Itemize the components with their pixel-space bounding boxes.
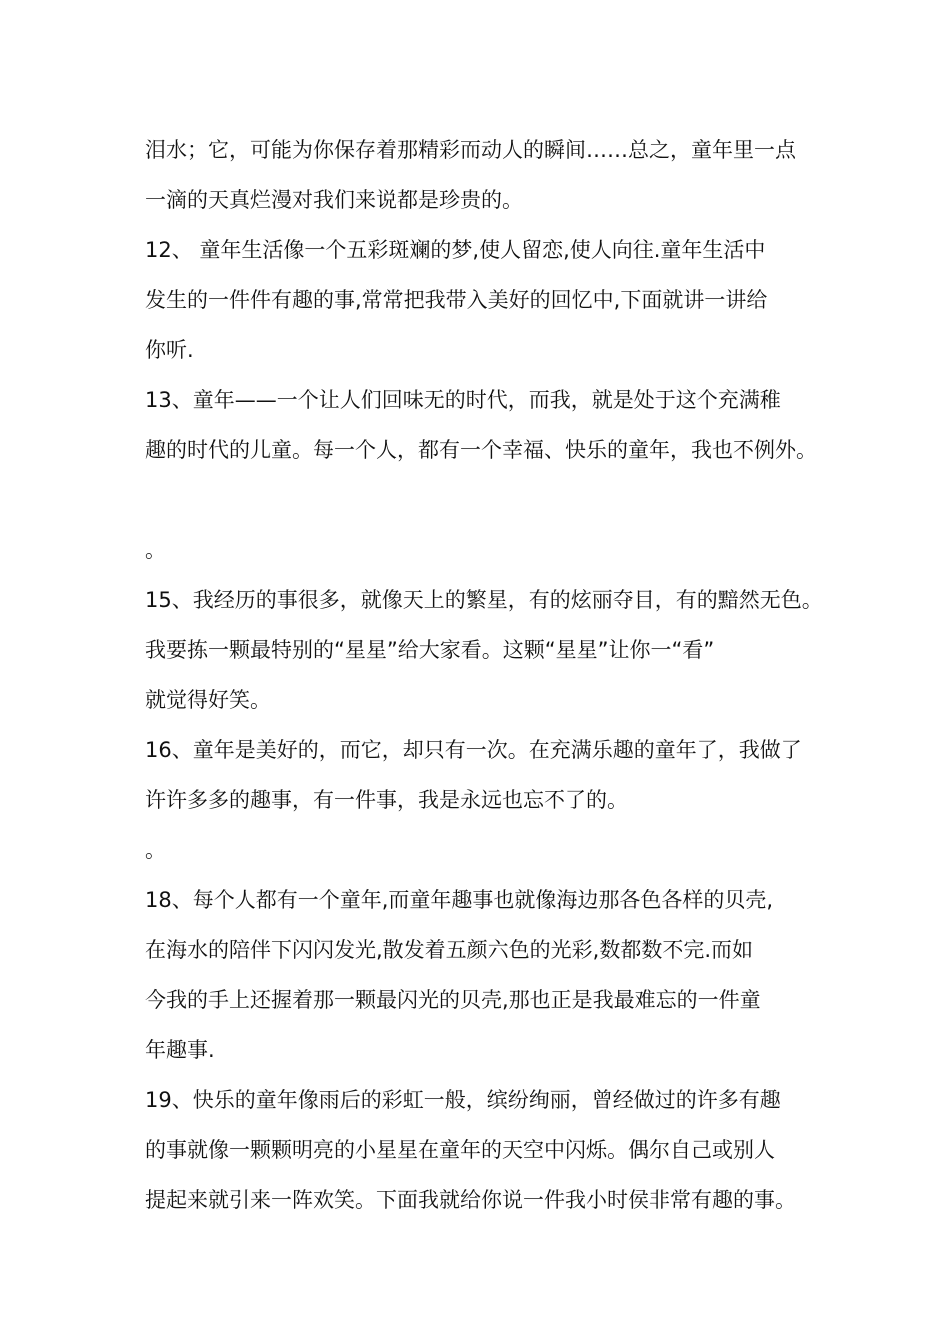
- text-line: 许许多多的趣事，有一件事，我是永远也忘不了的。: [145, 788, 628, 812]
- text-line: 。: [145, 838, 166, 862]
- text-line: 今我的手上还握着那一颗最闪光的贝壳,那也正是我最难忘的一件童: [145, 988, 761, 1012]
- text-line: 一滴的天真烂漫对我们来说都是珍贵的。: [145, 188, 523, 212]
- text-line: 泪水；它，可能为你保存着那精彩而动人的瞬间……总之，童年里一点: [145, 138, 796, 162]
- text-line: 趣的时代的儿童。每一个人，都有一个幸福、快乐的童年，我也不例外。: [145, 438, 817, 462]
- text-line: 18、每个人都有一个童年,而童年趣事也就像海边那各色各样的贝壳,: [145, 888, 774, 912]
- text-line: 就觉得好笑。: [145, 688, 271, 712]
- text-line: 12、 童年生活像一个五彩斑斓的梦,使人留恋,使人向往.童年生活中: [145, 238, 766, 262]
- text-line: 。: [145, 538, 166, 562]
- text-line: 我要拣一颗最特别的“星星”给大家看。这颗“星星”让你一“看”: [145, 638, 715, 662]
- text-line: 提起来就引来一阵欢笑。下面我就给你说一件我小时侯非常有趣的事。: [145, 1188, 796, 1212]
- text-line: 13、童年——一个让人们回味无的时代，而我，就是处于这个充满稚: [145, 388, 781, 412]
- text-line: 年趣事.: [145, 1038, 215, 1062]
- text-line: 发生的一件件有趣的事,常常把我带入美好的回忆中,下面就讲一讲给: [145, 288, 768, 312]
- text-line: 16、童年是美好的，而它，却只有一次。在充满乐趣的童年了，我做了: [145, 738, 802, 762]
- text-line: 19、快乐的童年像雨后的彩虹一般，缤纷绚丽，曾经做过的许多有趣: [145, 1088, 781, 1112]
- text-line: 在海水的陪伴下闪闪发光,散发着五颜六色的光彩,数都数不完.而如: [145, 938, 754, 962]
- text-line: 的事就像一颗颗明亮的小星星在童年的天空中闪烁。偶尔自己或别人: [145, 1138, 775, 1162]
- text-line: 15、我经历的事很多，就像天上的繁星，有的炫丽夺目，有的黯然无色。: [145, 588, 823, 612]
- text-line: 你听.: [145, 338, 194, 362]
